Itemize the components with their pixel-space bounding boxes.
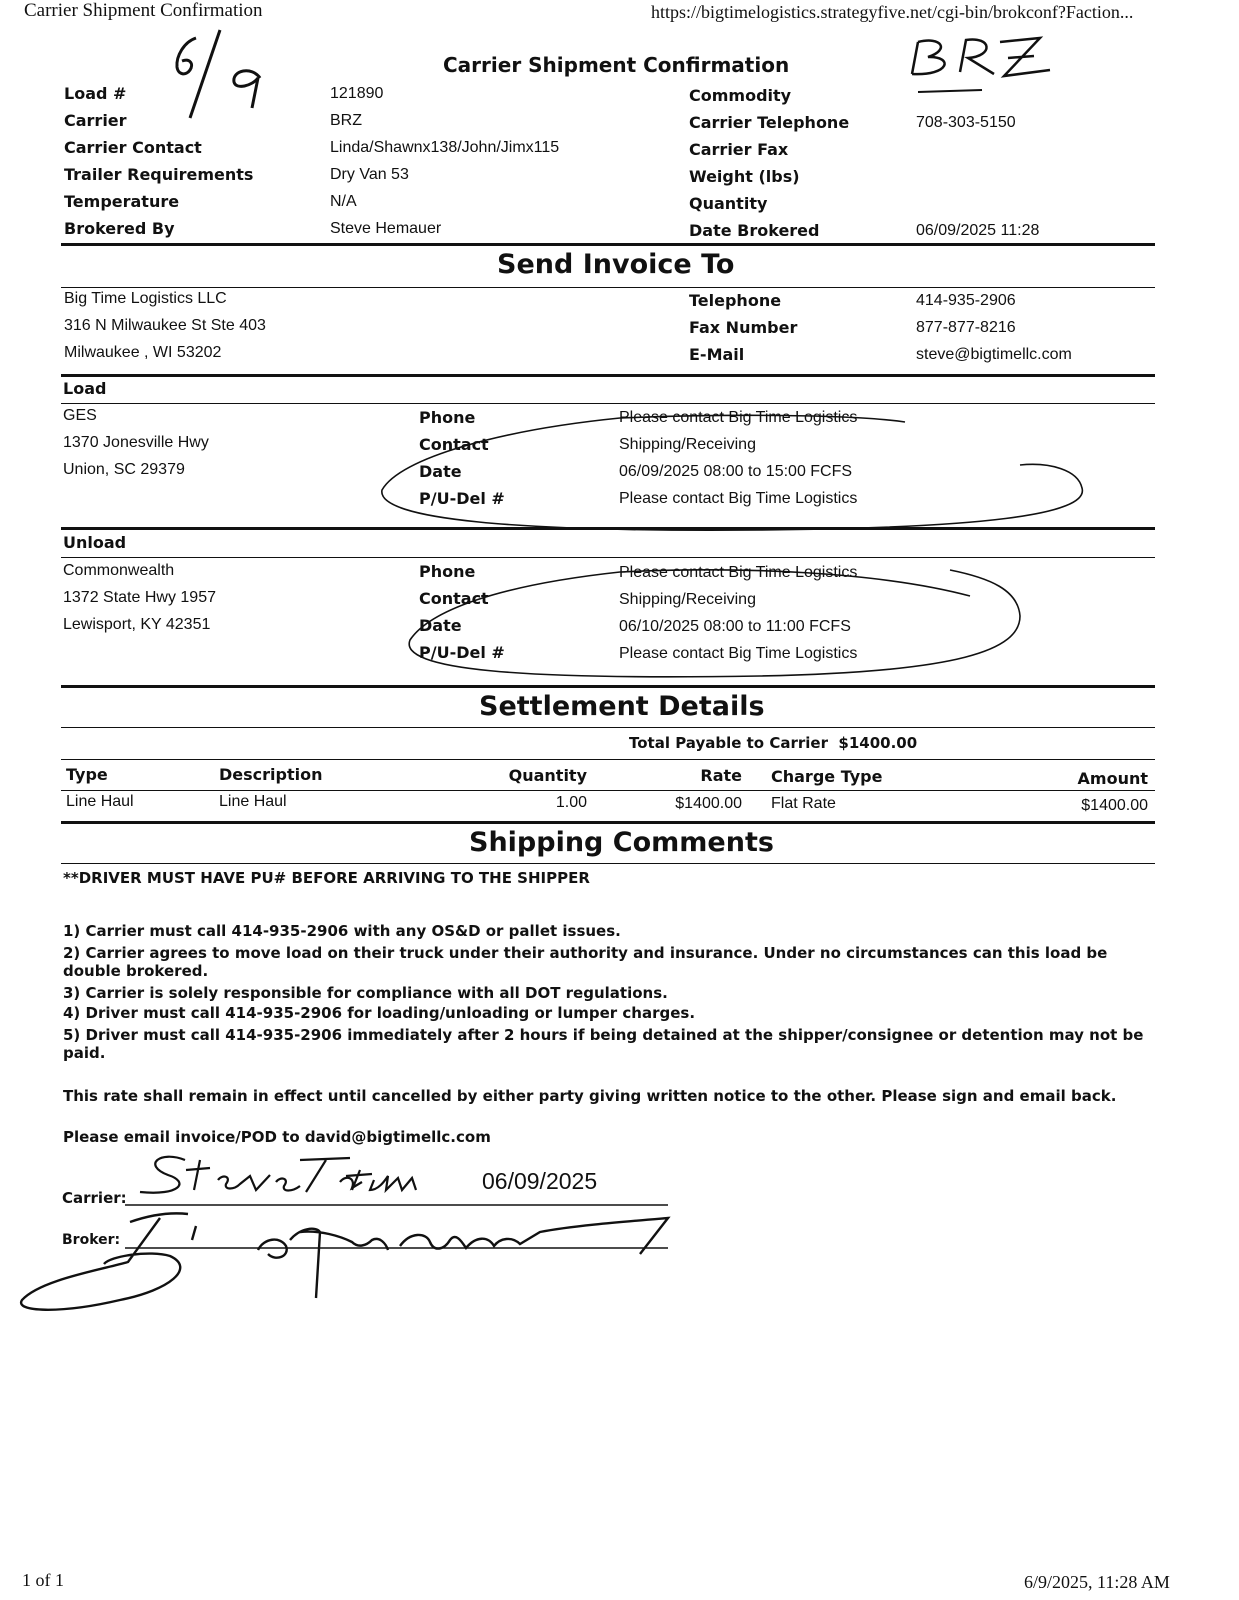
col-rate: Rate xyxy=(700,766,742,785)
cell-amount: $1400.00 xyxy=(1081,797,1148,814)
field-label-carrier-fax: Carrier Fax xyxy=(689,140,789,159)
divider xyxy=(61,557,1155,558)
cell-description: Line Haul xyxy=(219,793,287,810)
divider xyxy=(61,759,1155,760)
load-label-date: Date xyxy=(419,462,462,481)
col-amount: Amount xyxy=(1077,769,1148,788)
divider xyxy=(61,685,1155,688)
field-label-carrier: Carrier xyxy=(64,111,127,130)
unload-address-line: Lewisport, KY 42351 xyxy=(63,616,211,633)
field-label-temperature: Temperature xyxy=(64,192,180,211)
print-header-title: Carrier Shipment Confirmation xyxy=(24,0,263,21)
handwritten-b xyxy=(912,41,945,75)
load-label-phone: Phone xyxy=(419,408,476,427)
carrier-signature-label: Carrier: xyxy=(62,1189,127,1207)
carrier-signature-mark-2 xyxy=(300,1158,416,1192)
field-label-weight: Weight (lbs) xyxy=(689,167,800,186)
field-label-carrier-contact: Carrier Contact xyxy=(64,138,202,157)
cell-type: Line Haul xyxy=(66,793,134,810)
field-value-temperature: N/A xyxy=(330,193,357,210)
field-label-trailer-requirements: Trailer Requirements xyxy=(64,165,254,184)
unload-value-date: 06/10/2025 08:00 to 11:00 FCFS xyxy=(619,618,851,635)
col-charge-type: Charge Type xyxy=(771,767,883,786)
settlement-total-value: $1400.00 xyxy=(838,734,918,752)
unload-address-line: 1372 State Hwy 1957 xyxy=(63,589,216,606)
unload-label-contact: Contact xyxy=(419,589,489,608)
unload-label-phone: Phone xyxy=(419,562,476,581)
field-value-carrier: BRZ xyxy=(330,112,362,129)
load-value-pu-del: Please contact Big Time Logistics xyxy=(619,490,858,507)
handwritten-9 xyxy=(234,71,260,108)
col-quantity: Quantity xyxy=(508,766,587,785)
load-address-line: 1370 Jonesville Hwy xyxy=(63,434,209,451)
field-label-load-number: Load # xyxy=(64,84,127,103)
rule-line: 3) Carrier is solely responsible for compliance with all DOT regulations. xyxy=(63,984,668,1002)
rule-line: 1) Carrier must call 414-935-2906 with any OS&D or pallet issues. xyxy=(63,922,621,940)
email-note: Please email invoice/POD to david@bigtimellc.com xyxy=(63,1128,491,1146)
field-label-brokered-by: Brokered By xyxy=(64,219,175,238)
invoice-address-line: Milwaukee , WI 53202 xyxy=(64,344,222,361)
invoice-address-line: 316 N Milwaukee St Ste 403 xyxy=(64,317,266,334)
load-label-pu-del: P/U-Del # xyxy=(419,489,505,508)
rule-line: paid. xyxy=(63,1044,106,1062)
broker-signature-label: Broker: xyxy=(62,1232,121,1248)
divider xyxy=(61,243,1155,246)
load-label-contact: Contact xyxy=(419,435,489,454)
field-value-email: steve@bigtimellc.com xyxy=(916,346,1072,363)
carrier-signature-mark xyxy=(140,1157,300,1193)
settlement-heading: Settlement Details xyxy=(479,691,765,722)
cell-rate: $1400.00 xyxy=(675,795,742,812)
handwritten-underline xyxy=(918,90,982,92)
field-value-carrier-telephone: 708-303-5150 xyxy=(916,114,1016,131)
rate-note: This rate shall remain in effect until cancelled by either party giving written notice to the other. Please sign and email back. xyxy=(63,1087,1117,1105)
field-value-date-brokered: 06/09/2025 11:28 xyxy=(916,222,1040,239)
carrier-signature-date: 06/09/2025 xyxy=(482,1168,598,1194)
field-label-date-brokered: Date Brokered xyxy=(689,221,820,240)
shipping-comments-heading: Shipping Comments xyxy=(469,827,774,858)
field-value-trailer-requirements: Dry Van 53 xyxy=(330,166,409,183)
rule-line: 2) Carrier agrees to move load on their truck under their authority and insurance. Under no circumstances can this load be xyxy=(63,944,1108,962)
load-heading: Load xyxy=(63,379,107,398)
divider xyxy=(61,403,1155,404)
col-description: Description xyxy=(219,765,323,784)
field-value-carrier-contact: Linda/Shawnx138/John/Jimx115 xyxy=(330,139,560,156)
divider xyxy=(61,374,1155,377)
divider xyxy=(61,821,1155,824)
rule-line: double brokered. xyxy=(63,962,209,980)
unload-label-date: Date xyxy=(419,616,462,635)
load-value-phone: Please contact Big Time Logistics xyxy=(619,409,858,426)
settlement-total xyxy=(629,734,917,752)
divider xyxy=(61,727,1155,728)
settlement-total-label: Total Payable to Carrier xyxy=(629,734,828,752)
field-value-load-number: 121890 xyxy=(330,85,384,102)
field-label-email: E-Mail xyxy=(689,345,745,364)
load-value-contact: Shipping/Receiving xyxy=(619,436,756,453)
load-value-date: 06/09/2025 08:00 to 15:00 FCFS xyxy=(619,463,853,480)
print-footer-timestamp: 6/9/2025, 11:28 AM xyxy=(1024,1572,1170,1592)
field-label-fax-number: Fax Number xyxy=(689,318,798,337)
field-value-fax-number: 877-877-8216 xyxy=(916,319,1016,336)
cell-quantity: 1.00 xyxy=(555,794,587,811)
broker-signature-mark-2 xyxy=(192,1218,668,1298)
handwritten-z xyxy=(1000,38,1050,76)
unload-label-pu-del: P/U-Del # xyxy=(419,643,505,662)
send-invoice-heading: Send Invoice To xyxy=(497,249,735,280)
divider xyxy=(61,790,1155,791)
rule-line: 4) Driver must call 414-935-2906 for loading/unloading or lumper charges. xyxy=(63,1004,696,1022)
unload-address-line: Commonwealth xyxy=(63,562,175,579)
load-address-line: GES xyxy=(63,407,97,424)
unload-value-contact: Shipping/Receiving xyxy=(619,591,756,608)
field-label-telephone: Telephone xyxy=(689,291,782,310)
driver-note: **DRIVER MUST HAVE PU# BEFORE ARRIVING TO THE SHIPPER xyxy=(63,869,590,887)
divider xyxy=(61,287,1155,288)
unload-heading: Unload xyxy=(63,533,127,552)
print-footer-page-count: 1 of 1 xyxy=(22,1570,64,1590)
handwritten-r xyxy=(960,39,994,74)
invoice-address-line: Big Time Logistics LLC xyxy=(64,290,227,307)
print-header-url: https://bigtimelogistics.strategyfive.net/cgi-bin/brokconf?Faction... xyxy=(651,2,1134,22)
handwritten-slash xyxy=(190,30,220,118)
cell-charge-type: Flat Rate xyxy=(771,795,836,812)
divider xyxy=(61,863,1155,864)
col-type: Type xyxy=(66,765,108,784)
field-label-carrier-telephone: Carrier Telephone xyxy=(689,113,850,132)
unload-value-pu-del: Please contact Big Time Logistics xyxy=(619,645,858,662)
load-address-line: Union, SC 29379 xyxy=(63,461,185,478)
handwritten-6 xyxy=(177,38,196,74)
divider xyxy=(61,527,1155,530)
document-title: Carrier Shipment Confirmation xyxy=(443,53,790,77)
field-value-brokered-by: Steve Hemauer xyxy=(330,220,442,237)
field-label-commodity: Commodity xyxy=(689,86,792,105)
field-value-telephone: 414-935-2906 xyxy=(916,292,1016,309)
field-label-quantity: Quantity xyxy=(689,194,768,213)
rule-line: 5) Driver must call 414-935-2906 immediately after 2 hours if being detained at the shipper/consignee or detention may not be xyxy=(63,1026,1144,1044)
broker-signature-mark xyxy=(21,1213,188,1309)
unload-value-phone: Please contact Big Time Logistics xyxy=(619,564,858,581)
